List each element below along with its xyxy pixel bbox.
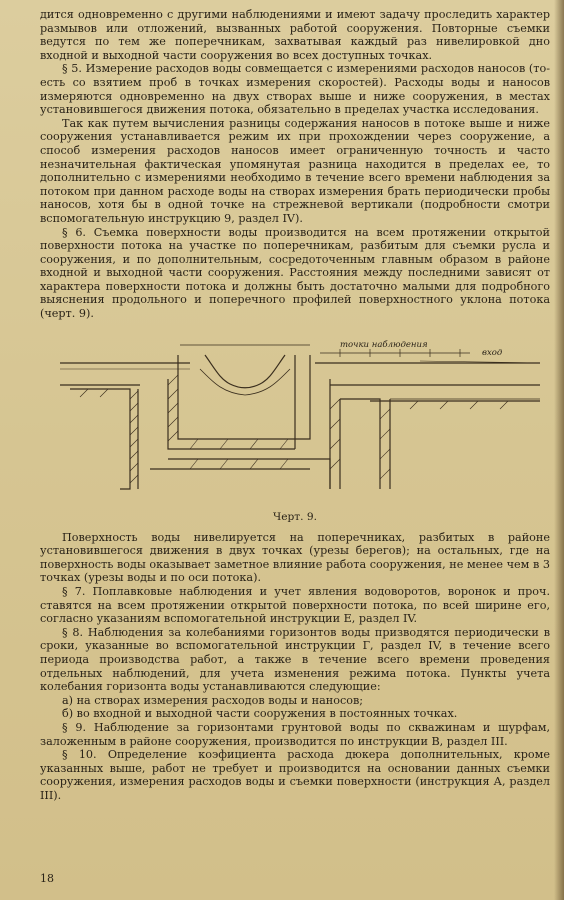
paragraph-9: § 9. Наблюдение за горизонтами грунтовой воды по скважинам и шурфам, заложенным в районе сооружения, производится по инструкции В, раздел III. bbox=[40, 720, 550, 748]
siphon-cross-section-drawing bbox=[40, 339, 540, 509]
paragraph-3: Так как путем вычисления разницы содержания наносов в потоке выше и ниже сооружения устанавливается режим их при прохождении через сооружение, а способ измерения расходов наносов имеет ограниченную точность и часто незначительная фактическая упомянутая разница находится в пределах ее, то дополнительно с измерениями необходимо в течение всего времени наблюдения за потоком при данном расходе воды на створах измерения брать периодически пробы наносов, хотя бы в одной точке на стрежневой вертикали (подробности смотри вспомогательную инструкцию 9, раздел IV). bbox=[40, 116, 550, 225]
label-observation-points: точки наблюдения bbox=[340, 339, 428, 350]
figure-caption: Черт. 9. bbox=[273, 510, 317, 523]
page-number: 18 bbox=[40, 872, 54, 885]
list-item-b: б) во входной и выходной части сооружения в постоянных точках. bbox=[62, 707, 458, 721]
figure-9 bbox=[40, 339, 550, 531]
paragraph-5: Поверхность воды нивелируется на поперечниках, разбитых в районе установившегося движения в двух точках (урезы берегов); на остальных, где на поверхность воды оказывает заметное влияние работа сооружения, не менее чем в 3 точках (урезы воды и по оси потока). bbox=[40, 530, 550, 585]
page-edge-shadow bbox=[554, 0, 564, 900]
paragraph-1: дится одновременно с другими наблюдениями и имеют задачу проследить характер размывов или отложений, вызванных работой сооружения. Повторные съемки ведутся по тем же поперечникам, захватывая каждый раз нивелировкой дно входной и выходной части сооружения во всех доступных точках. bbox=[40, 8, 550, 62]
text-top bbox=[40, 8, 550, 321]
paragraph-4: § 6. Съемка поверхности воды производится на всем протяжении открытой поверхности потока на участке по поперечникам, разбитым для съемки русла и сооружения, и по дополнительным, сосредоточенным главным образом в районе входной и выходной части сооружения. Расстояния между последними зависят от характера поверхности потока и должны быть достаточно малыми для подробного выяснения продольного и поперечного профилей поверхностного уклона потока (черт. 9). bbox=[40, 225, 550, 321]
paragraph-10: § 10. Определение коэфициента расхода дюкера дополнительных, кроме указанных выше, работ не требует и производится на основании данных съемки сооружения, измерения расходов воды и съемки поверхности (инструкция А, раздел III). bbox=[40, 748, 550, 802]
paragraph-2: § 5. Измерение расходов воды совмещается с измерениями расходов наносов (то-есть со взятием проб в точках измерения скоростей). Расходы воды и наносов измеряются одновременно на двух створах выше и ниже сооружения, в местах установившегося движения потока, обязательно в пределах участка исследования. bbox=[40, 62, 550, 117]
list-item-a: а) на створах измерения расходов воды и наносов; bbox=[62, 693, 364, 707]
label-entrance: вход bbox=[482, 347, 503, 358]
paragraph-6: § 7. Поплавковые наблюдения и учет явления водоворотов, воронок и проч. ставятся на всем протяжении открытой поверхности потока, по всей ширине его, согласно указаниям вспомогательной инструкции Е, раздел IV. bbox=[40, 585, 550, 626]
paragraph-7: § 8. Наблюдения за колебаниями горизонтов воды призводятся периодически в сроки, указанные во вспомогательной инструкции Г, раздел IV, в течение всего периода производства работ, а также в течение всего времени проведения отдельных наблюдений, для учета изменения режима потока. Пункты учета колебания горизонта воды устанавливаются следующие: bbox=[40, 625, 550, 694]
text-bottom bbox=[40, 531, 550, 803]
